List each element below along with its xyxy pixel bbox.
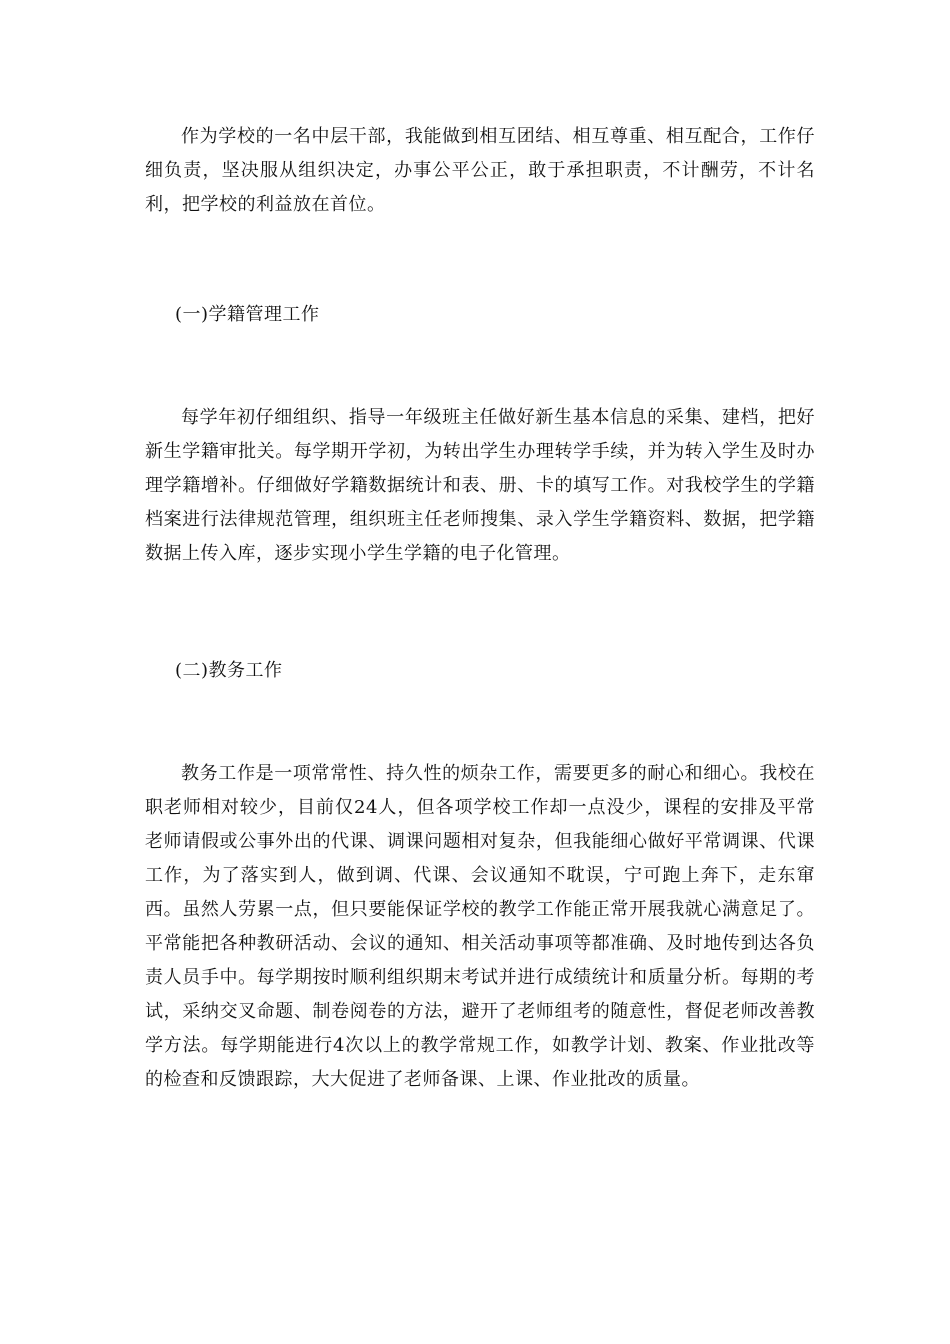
paragraph-academic-affairs: 教务工作是一项常常性、持久性的烦杂工作，需要更多的耐心和细心。我校在职老师相对较少，目前仅24人，但各项学校工作却一点没少，课程的安排及平常老师请假或公事外出的代课、调课问题相对复杂，但我能细心做好平常调课、代课工作，为了落实到人，做到调、代课、会议通知不耽误，宁可跑上奔下，走东窜西。虽然人劳累一点，但只要能保证学校的教学工作能正常开展我就心满意足了。平常能把各种教研活动、会议的通知、相关活动事项等都准确、及时地传到达各负责人员手中。每学期按时顺利组织期末考试并进行成绩统计和质量分析。每期的考试，采纳交叉命题、制卷阅卷的方法，避开了老师组考的随意性，督促老师改善教学方法。每学期能进行4次以上的教学常规工作，如教学计划、教案、作业批改等的检查和反馈跟踪，大大促进了老师备课、上课、作业批改的质量。 — [145, 763, 815, 1090]
paragraph-student-records: 每学年初仔细组织、指导一年级班主任做好新生基本信息的采集、建档，把好新生学籍审批关。每学期开学初，为转出学生办理转学手续，并为转入学生及时办理学籍增补。仔细做好学籍数据统计和表、册、卡的填写工作。对我校学生的学籍档案进行法律规范管理，组织班主任老师搜集、录入学生学籍资料、数据，把学籍数据上传入库，逐步实现小学生学籍的电子化管理。 — [145, 407, 815, 564]
paragraph-intro: 作为学校的一名中层干部，我能做到相互团结、相互尊重、相互配合，工作仔细负责，坚决服从组织决定，办事公平公正，敢于承担职责，不计酬劳，不计名利，把学校的利益放在首位。 — [145, 126, 815, 215]
section-heading-academic-affairs: (二)教务工作 — [175, 660, 283, 681]
section-heading-student-records: (一)学籍管理工作 — [175, 304, 320, 325]
